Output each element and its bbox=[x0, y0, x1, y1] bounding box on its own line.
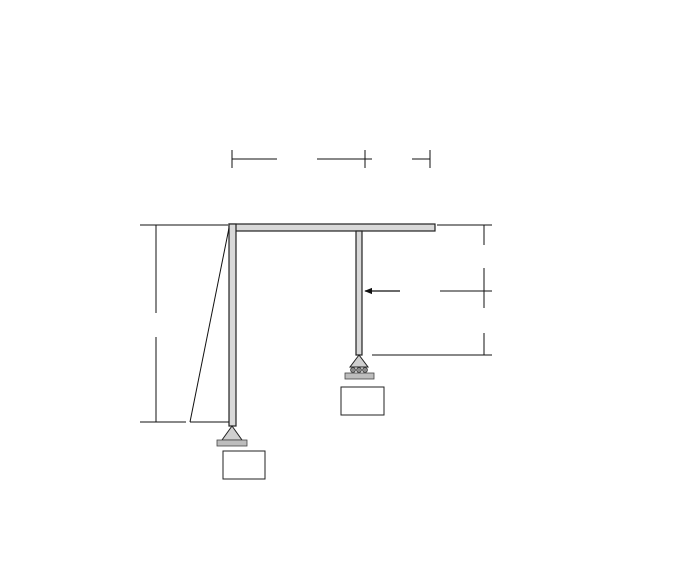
top-dimension bbox=[232, 150, 430, 168]
left-triangular-load bbox=[190, 228, 229, 422]
left-column bbox=[229, 224, 236, 426]
left-dimension bbox=[140, 225, 228, 422]
support-b-box bbox=[341, 387, 384, 415]
right-dimension bbox=[372, 225, 492, 355]
roller-support-b bbox=[345, 355, 374, 379]
frame-members bbox=[229, 224, 435, 426]
right-column bbox=[356, 231, 362, 355]
horizontal-beam bbox=[229, 224, 435, 231]
pin-support-a bbox=[217, 426, 247, 446]
support-a-box bbox=[223, 451, 265, 479]
